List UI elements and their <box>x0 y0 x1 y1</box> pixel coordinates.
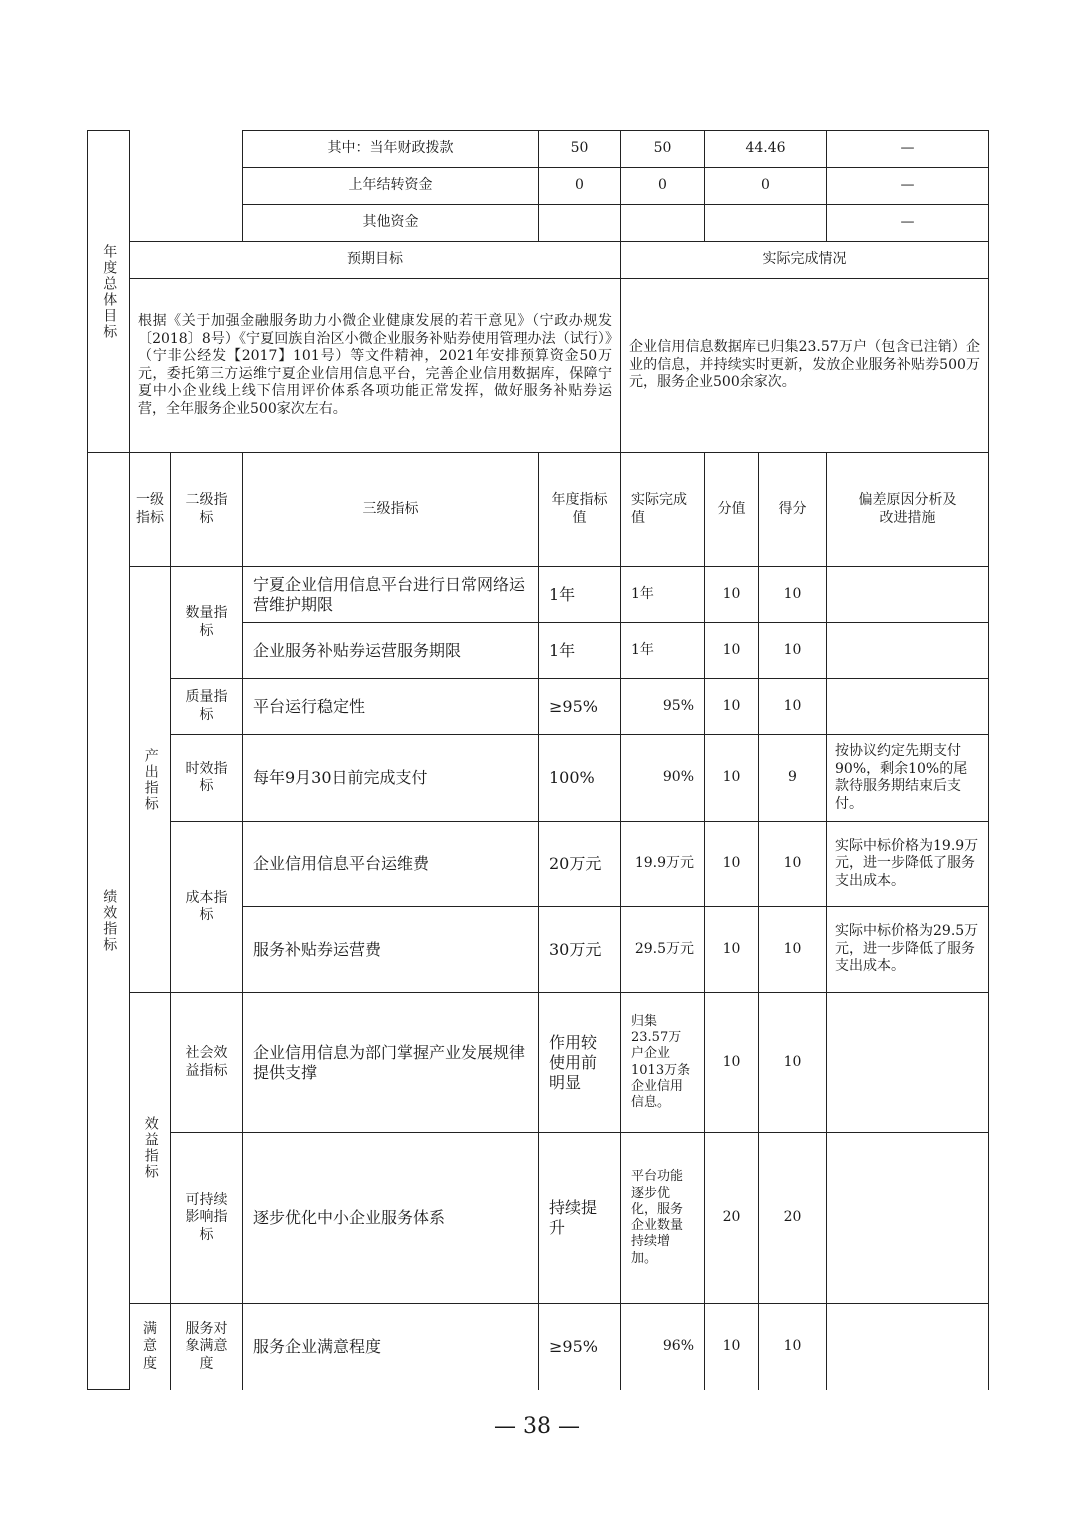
quality-label: 质量指标 <box>171 679 243 735</box>
weight-value: 10 <box>705 822 759 907</box>
actual-header: 实际完成值 <box>621 453 705 567</box>
table-row <box>88 679 989 735</box>
page-number: — 38 — <box>494 1414 580 1439</box>
social-label: 社会效益指标 <box>171 993 243 1133</box>
score-value: 10 <box>759 822 827 907</box>
reason-text: 实际中标价格为19.9万元，进一步降低了服务支出成本。 <box>827 822 989 907</box>
sustain-label: 可持续影响指标 <box>171 1133 243 1304</box>
fund-value: 44.46 <box>705 131 827 168</box>
service-label: 服务对象满意度 <box>171 1304 243 1390</box>
reason-header: 偏差原因分析及改进措施 <box>827 453 989 567</box>
actual-result-header: 实际完成情况 <box>621 242 989 279</box>
weight-header: 分值 <box>705 453 759 567</box>
table-row <box>88 567 989 623</box>
indicator: 企业信用信息为部门掌握产业发展规律提供支撑 <box>243 993 539 1133</box>
score-value: 10 <box>759 623 827 679</box>
goals-section-label: 年度总体目标 <box>88 131 130 453</box>
score-value: 10 <box>759 907 827 993</box>
target-value: 作用较使用前明显 <box>539 993 621 1133</box>
target-value: 1年 <box>539 567 621 623</box>
level2-header: 二级指标 <box>171 453 243 567</box>
target-value: ≥95% <box>539 1304 621 1390</box>
score-header: 得分 <box>759 453 827 567</box>
score-value: 10 <box>759 993 827 1133</box>
actual-value: 平台功能逐步优化，服务企业数量持续增加。 <box>621 1133 705 1304</box>
table-row <box>88 735 989 822</box>
fund-name: 其中：当年财政拨款 <box>243 131 539 168</box>
table-row <box>88 1304 989 1390</box>
weight-value: 20 <box>705 1133 759 1304</box>
reason-text <box>827 679 989 735</box>
reason-text: 按协议约定先期支付90%，剩余10%的尾款待服务期结束后支付。 <box>827 735 989 822</box>
indicator: 宁夏企业信用信息平台进行日常网络运营维护期限 <box>243 567 539 623</box>
perf-section-label: 绩效指标 <box>88 453 130 1390</box>
indicator: 企业服务补贴券运营服务期限 <box>243 623 539 679</box>
score-value: 9 <box>759 735 827 822</box>
fund-name: 其他资金 <box>243 205 539 242</box>
target-value: ≥95% <box>539 679 621 735</box>
score-value: 10 <box>759 1304 827 1390</box>
weight-value: 10 <box>705 623 759 679</box>
reason-text <box>827 567 989 623</box>
goals-header-row <box>88 242 989 279</box>
actual-value: 1年 <box>621 623 705 679</box>
actual-value: 1年 <box>621 567 705 623</box>
indicator: 平台运行稳定性 <box>243 679 539 735</box>
fund-row <box>88 168 989 205</box>
fund-value <box>621 205 705 242</box>
actual-result-text: 企业信用信息数据库已归集23.57万户（包含已注销）企业的信息，并持续实时更新，发放企业服务补贴券500万元，服务企业500余家次。 <box>621 279 989 453</box>
fund-row <box>88 205 989 242</box>
fund-value: — <box>827 131 989 168</box>
timeliness-label: 时效指标 <box>171 735 243 822</box>
actual-value: 归集23.57万户企业1013万条企业信用信息。 <box>621 993 705 1133</box>
actual-value: 90% <box>621 735 705 822</box>
score-value: 20 <box>759 1133 827 1304</box>
expected-goal-header: 预期目标 <box>130 242 621 279</box>
quantity-label: 数量指标 <box>171 567 243 679</box>
weight-value: 10 <box>705 567 759 623</box>
actual-value: 29.5万元 <box>621 907 705 993</box>
score-value: 10 <box>759 679 827 735</box>
indicator: 逐步优化中小企业服务体系 <box>243 1133 539 1304</box>
actual-value: 19.9万元 <box>621 822 705 907</box>
target-value: 1年 <box>539 623 621 679</box>
performance-table <box>87 130 989 1390</box>
level1-header: 一级指标 <box>130 453 171 567</box>
indicator: 每年9月30日前完成支付 <box>243 735 539 822</box>
target-value: 100% <box>539 735 621 822</box>
table-row <box>88 1133 989 1304</box>
reason-text <box>827 993 989 1133</box>
level3-header: 三级指标 <box>243 453 539 567</box>
fund-value <box>705 205 827 242</box>
fund-value: 50 <box>621 131 705 168</box>
indicator: 企业信用信息平台运维费 <box>243 822 539 907</box>
output-label: 产出指标 <box>130 567 171 993</box>
actual-value: 95% <box>621 679 705 735</box>
weight-value: 10 <box>705 735 759 822</box>
weight-value: 10 <box>705 993 759 1133</box>
table-row <box>88 993 989 1133</box>
weight-value: 10 <box>705 907 759 993</box>
target-value: 20万元 <box>539 822 621 907</box>
weight-value: 10 <box>705 1304 759 1390</box>
cost-label: 成本指标 <box>171 822 243 993</box>
fund-row <box>88 131 989 168</box>
perf-header-row <box>88 453 989 567</box>
actual-value: 96% <box>621 1304 705 1390</box>
benefit-label: 效益指标 <box>130 993 171 1304</box>
table-row <box>88 822 989 907</box>
weight-value: 10 <box>705 679 759 735</box>
fund-value: — <box>827 168 989 205</box>
indicator: 服务企业满意程度 <box>243 1304 539 1390</box>
fund-value <box>539 205 621 242</box>
target-value: 30万元 <box>539 907 621 993</box>
expected-goal-text: 根据《关于加强金融服务助力小微企业健康发展的若干意见》（宁政办规发〔2018〕8号）《宁夏回族自治区小微企业服务补贴券使用管理办法（试行）》（宁非公经发【2017】101号）等文件精神，2021年安排预算资金50万元，委托第三方运维宁夏企业信用信息平台，完善企业信用数据库，保障宁夏中小企业线上线下信用评价体系各项功能正常发挥，做好服务补贴券运营，全年服务企业500家次左右。 <box>130 279 621 453</box>
fund-value: — <box>827 205 989 242</box>
satisfaction-label: 满意度 <box>130 1304 171 1390</box>
reason-text <box>827 1133 989 1304</box>
score-value: 10 <box>759 567 827 623</box>
reason-text: 实际中标价格为29.5万元，进一步降低了服务支出成本。 <box>827 907 989 993</box>
fund-value: 50 <box>539 131 621 168</box>
fund-value: 0 <box>705 168 827 205</box>
reason-text <box>827 623 989 679</box>
target-value: 持续提升 <box>539 1133 621 1304</box>
indicator: 服务补贴券运营费 <box>243 907 539 993</box>
target-header: 年度指标值 <box>539 453 621 567</box>
fund-value: 0 <box>539 168 621 205</box>
fund-value: 0 <box>621 168 705 205</box>
fund-name: 上年结转资金 <box>243 168 539 205</box>
goals-content-row <box>88 279 989 453</box>
reason-text <box>827 1304 989 1390</box>
